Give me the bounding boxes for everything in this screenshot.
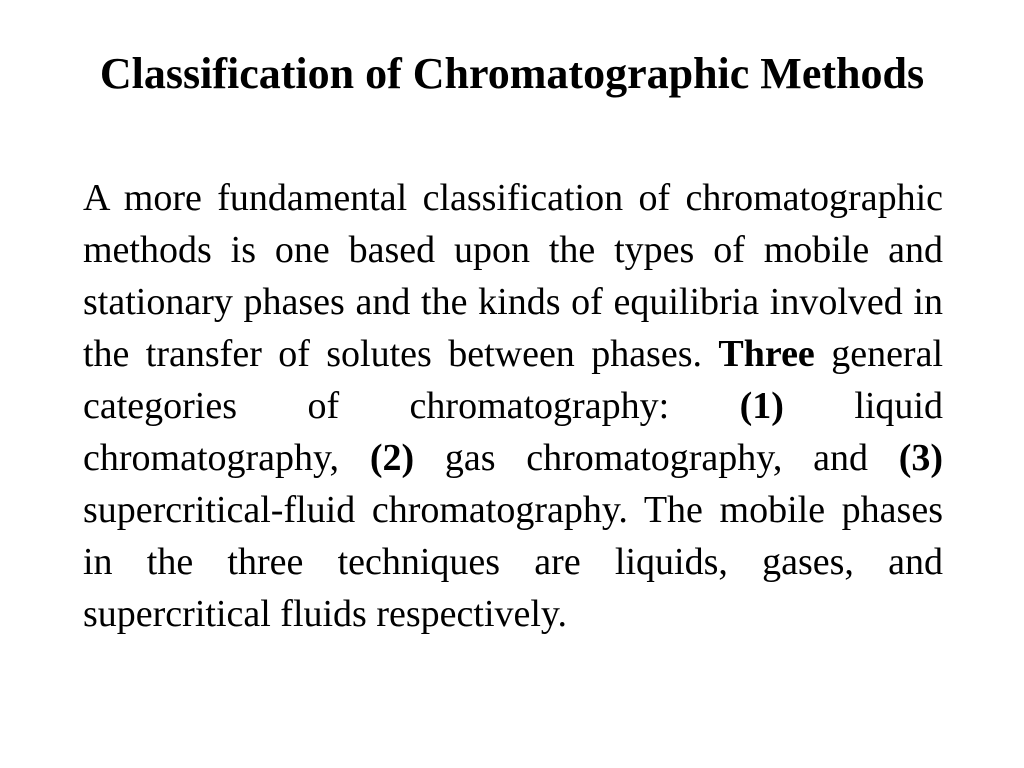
category-1-text: liquid chromatography, (83, 385, 943, 479)
slide-title: Classification of Chromatographic Methods (99, 49, 925, 98)
body-paragraph (83, 172, 943, 640)
three-bold-text: Three (718, 333, 815, 375)
number-1-label: (1) (739, 385, 784, 427)
closing-text: The mobile phases in the three techniques are liquids, gases, and supercritical fluids respectively. (83, 489, 943, 635)
intro-text: A more fundamental classification of chromatographic methods is one based upon the types of mobile and stationary phases and the kinds of equilibria involved in the transfer of solutes between phases. (83, 177, 943, 375)
category-2-text: gas chromatography, and (444, 437, 868, 479)
category-3-text: supercritical-fluid chromatography. (83, 489, 628, 531)
number-3-label: (3) (898, 437, 944, 479)
categories-text: general categories of chromatography: (83, 333, 944, 427)
number-2-label: (2) (369, 437, 415, 479)
